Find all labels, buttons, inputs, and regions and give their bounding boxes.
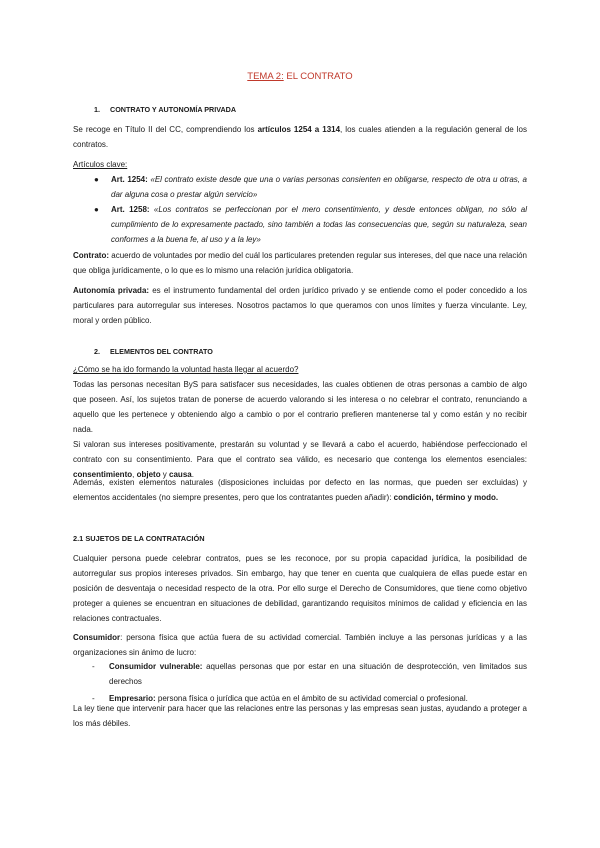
- element-causa: causa: [169, 470, 192, 479]
- section-2-heading: [94, 346, 213, 358]
- key-articles-label: Artículos clave:: [73, 160, 128, 169]
- section-2-paragraph-3: [73, 475, 527, 505]
- autonomia-definition: [73, 283, 527, 328]
- contrato-definition: [73, 248, 527, 278]
- term: Empresario:: [109, 694, 156, 703]
- section-2-1-heading: 2.1 SUJETOS DE LA CONTRATACIÓN: [73, 534, 205, 543]
- text: .: [191, 470, 194, 479]
- consumer-types-list: [92, 659, 527, 706]
- term: Autonomía privada:: [73, 286, 150, 295]
- section-2-title: ELEMENTOS DEL CONTRATO: [110, 347, 213, 356]
- list-item: [94, 172, 527, 202]
- title-rest: EL CONTRATO: [283, 71, 353, 82]
- definition: : persona física que actúa fuera de su actividad comercial. También incluye a las personas jurídicas y a las organizaciones sin ánimo de lucro:: [73, 633, 527, 657]
- article-text: «El contrato existe desde que una o varias personas consienten en obligarse, respecto de otra u otras, a dar alguna cosa o prestar algún servicio»: [111, 175, 528, 199]
- definition: acuerdo de voluntades por medio del cuál los particulares pretenden regular sus intereses, del que nace una relación que obliga jurídicamente, o lo que es lo mismo una relación jurídica obligatoria.: [73, 251, 527, 275]
- articles-list: [94, 172, 527, 247]
- section-1-heading: [94, 104, 236, 116]
- section-2-paragraph-1: Todas las personas necesitan ByS para satisfacer sus necesidades, las cuales obtienen de otras personas a cambio de algo que poseen. Así, los sujetos tratan de ponerse de acuerdo valorando si les interesa o no celebrar el contrato, renunciando a aquello que les pertenece y obteniendo algo a cambio o por el contrario prefieren mantenerse tal y como están y no recibir nada.: [73, 380, 527, 434]
- section-1-title: CONTRATO Y AUTONOMÍA PRIVADA: [110, 105, 237, 114]
- list-item: [92, 659, 527, 689]
- list-item: [94, 202, 527, 247]
- consumidor-definition: [73, 630, 527, 660]
- text: y: [160, 470, 170, 479]
- text: Además, existen elementos naturales (disposiciones incluidas por defecto en las normas, que pueden ser excluidas) y elementos accidentales (no siempre presentes, pero que los contratantes pueden añadir):: [73, 478, 527, 502]
- element-consentimiento: consentimiento: [73, 470, 133, 479]
- article-text: «Los contratos se perfeccionan por el mero consentimiento, y desde entonces obligan, no sólo al cumplimiento de lo expresamente pactado, sino también a todas las consecuencias que, según su naturaleza, sean conformes a la buena fe, al uso y a la ley»: [111, 205, 527, 244]
- section-2-question: ¿Cómo se ha ido formando la voluntad hasta llegar al acuerdo?: [73, 365, 299, 374]
- term: Consumidor: [73, 633, 121, 642]
- article-label: Art. 1258:: [111, 205, 150, 214]
- definition: es el instrumento fundamental del orden jurídico privado y se entiende como el poder concedido a los particulares para autorregular sus intereses. Nosotros pactamos lo que queramos con unos límites y fuerza vinculante. Ley, moral y orden público.: [73, 286, 527, 325]
- dash-icon: -: [92, 694, 95, 703]
- section-2-1-paragraph: Cualquier persona puede celebrar contratos, pues se les reconoce, por su propia capacidad jurídica, la posibilidad de autorregular sus propios intereses privados. Sin embargo, hay que tener en cuenta que cualquiera de ellas puede estar en posición de desventaja o necesidad respecto de la otra. Por ello surge el Derecho de Consumidores, que tiene como objetivo proteger a quienes se encuentran en situaciones de debilidad, garantizando requisitos mínimos de calidad y eficiencia en las relaciones contractuales.: [73, 554, 527, 623]
- title-prefix: TEMA 2:: [247, 71, 284, 82]
- section-1-intro: [73, 122, 527, 152]
- term: Consumidor vulnerable:: [109, 662, 203, 671]
- intro-text-1: Se recoge en Título II del CC, comprendiendo los: [73, 125, 258, 134]
- definition: aquellas personas que por estar en una situación de desprotección, ven limitados sus derechos: [109, 662, 528, 686]
- intro-text-2: , los cuales atienden a la regulación general de los contratos.: [73, 125, 527, 149]
- section-2-number: 2.: [94, 347, 100, 356]
- page-title: [0, 70, 600, 84]
- accidental-elements: condición, término y modo.: [393, 493, 499, 502]
- section-2-1-closing: La ley tiene que intervenir para hacer que las relaciones entre las personas y las empresas sean justas, ayudando a proteger a los más débiles.: [73, 704, 527, 728]
- section-1-number: 1.: [94, 105, 100, 114]
- intro-articles: artículos 1254 a 1314: [257, 125, 341, 134]
- text: Si valoran sus intereses positivamente, prestarán su voluntad y se llevará a cabo el acuerdo, habiéndose perfeccionado el contrato con su consentimiento. Para que el contrato sea válido, es necesario que contenga los elementos esenciales:: [73, 440, 527, 464]
- term: Contrato:: [73, 251, 109, 260]
- bullet-icon: ●: [94, 175, 99, 184]
- definition: persona física o jurídica que actúa en el ámbito de su actividad comercial o profesional.: [155, 694, 468, 703]
- text: ,: [132, 470, 137, 479]
- bullet-icon: ●: [94, 205, 99, 214]
- dash-icon: -: [92, 662, 95, 671]
- element-objeto: objeto: [136, 470, 161, 479]
- article-label: Art. 1254:: [111, 175, 148, 184]
